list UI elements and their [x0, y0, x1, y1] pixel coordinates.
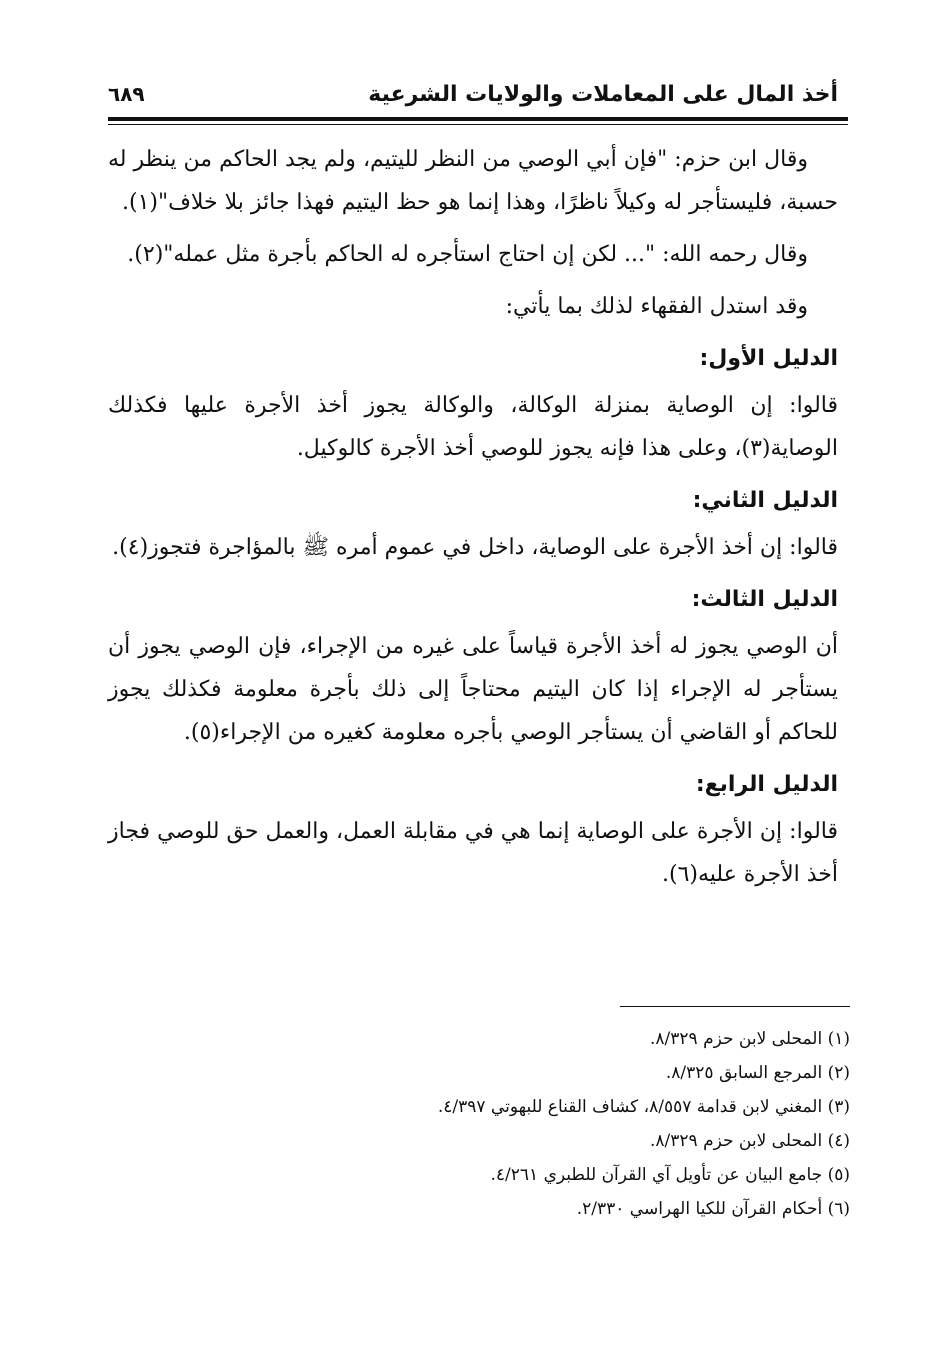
paragraph: وقد استدل الفقهاء لذلك بما يأتي: — [505, 294, 808, 319]
footnote: (٢) المرجع السابق ٨/٣٢٥. — [665, 1063, 850, 1083]
footnote: (٦) أحكام القرآن للكيا الهراسي ٢/٣٣٠. — [576, 1199, 850, 1219]
evidence-text: قالوا: إن الوصاية بمنزلة الوكالة، والوكالة يجوز أخذ الأجرة عليها فكذلك الوصاية(٣)، وعلى هذا فإنه يجوز للوصي أخذ الأجرة كالوكيل. — [108, 393, 838, 461]
evidence-text: قالوا: إن أخذ الأجرة على الوصاية، داخل في عموم أمره ﷺ بالمؤاجرة فتجوز(٤). — [112, 535, 838, 560]
evidence-heading: الدليل الثالث: — [691, 587, 838, 612]
evidence-heading: الدليل الرابع: — [695, 772, 838, 797]
evidence-text: أن الوصي يجوز له أخذ الأجرة قياساً على غيره من الإجراء، فإن الوصي يجوز أن يستأجر له الإجراء إذا كان اليتيم محتاجاً إلى ذلك بأجرة معلومة فكذلك يجوز للحاكم أو القاضي أن يستأجر الوصي بأجره معلومة كغيره من الإجراء(٥). — [108, 634, 838, 745]
footnote: (٤) المحلى لابن حزم ٨/٣٢٩. — [650, 1131, 850, 1151]
running-title: أخذ المال على المعاملات والولايات الشرعية — [368, 82, 838, 107]
evidence-text: قالوا: إن الأجرة على الوصاية إنما هي في مقابلة العمل، والعمل حق للوصي فجاز أخذ الأجرة عليه(٦). — [108, 819, 838, 887]
footnote-separator — [620, 1006, 850, 1007]
footnote: (٥) جامع البيان عن تأويل آي القرآن للطبري ٤/٢٦١. — [490, 1165, 850, 1185]
page-number: ٦٨٩ — [108, 82, 145, 106]
footnote: (١) المحلى لابن حزم ٨/٣٢٩. — [650, 1029, 850, 1049]
paragraph: وقال ابن حزم: "فإن أبي الوصي من النظر لليتيم، ولم يجد الحاكم من ينظر له حسبة، فليستأجر له وكيلاً ناظرًا، وهذا إنما هو حظ اليتيم فهذا جائز بلا خلاف"(١). — [108, 147, 838, 215]
paragraph: وقال رحمه الله: "... لكن إن احتاج استأجره له الحاكم بأجرة مثل عمله"(٢). — [127, 242, 808, 267]
footnotes — [300, 1022, 850, 1226]
main-text — [108, 138, 838, 905]
header-rule-thick — [108, 117, 848, 121]
evidence-heading: الدليل الأول: — [699, 346, 838, 371]
header-rule-thin — [108, 124, 848, 125]
page-header — [108, 76, 838, 116]
footnote: (٣) المغني لابن قدامة ٨/٥٥٧، كشاف القناع للبهوتي ٤/٣٩٧. — [437, 1097, 850, 1117]
evidence-heading: الدليل الثاني: — [692, 488, 838, 513]
